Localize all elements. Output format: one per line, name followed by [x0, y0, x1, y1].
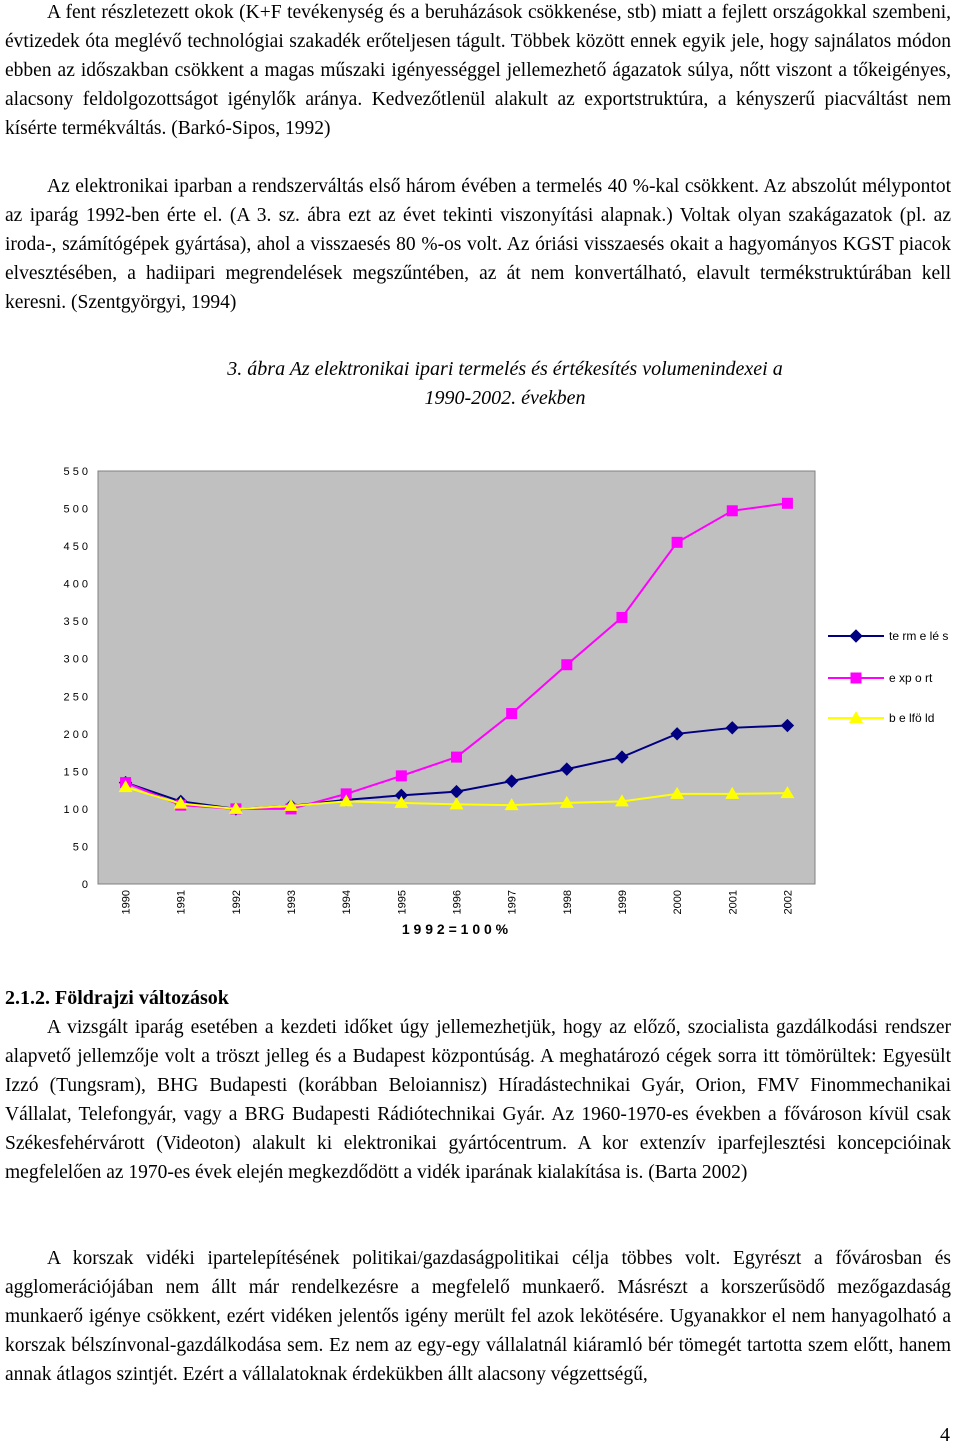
- data-point: [451, 752, 462, 763]
- data-point: [672, 537, 683, 548]
- x-tick-label: 1991: [175, 890, 188, 915]
- data-point: [396, 770, 407, 781]
- y-tick-label: 1 5 0: [63, 766, 88, 779]
- electronics-paragraph: [5, 172, 951, 317]
- data-point: [506, 708, 517, 719]
- legend-label: b e lfö ld: [889, 711, 935, 725]
- legend-label: te rm e lé s: [889, 629, 949, 643]
- policy-paragraph: [5, 1244, 951, 1389]
- x-tick-label: 1993: [286, 890, 299, 915]
- y-axis: [64, 466, 88, 891]
- geography-paragraph-text: A vizsgált iparág esetében a kezdeti időket úgy jellemezhetjük, hogy az előző, szocialista gazdálkodási rendszer alapvető jellemzője volt a tröszt jelleg és a Budapest központúság. A meghatározó cégek sorra itt tömörültek: Egyesült Izzó (Tungsram), BHG Budapesti (korábban Beloiannisz) Híradástechnikai Gyár, Orion, FMV Finommechanikai Vállalat, Telefongyár, vagy a BRG Budapesti Rádiótechnikai Gyár. Az 1960-1970-es években a fővároson kívül csak Székesfehérvárott (Videoton) alakult ki elektronikai gyártócentrum. A kor extenzív iparfejlesztési koncepcióinak megfelelően az 1970-es évek elején megkezdődött a vidék iparának kialakítása is. (Barta 2002): [5, 1017, 951, 1183]
- y-tick-label: 5 5 0: [63, 466, 88, 478]
- x-axis-label: 1 9 9 2 = 1 0 0 %: [401, 921, 509, 937]
- intro-paragraph: [5, 0, 951, 143]
- y-tick-label: 2 0 0: [63, 728, 88, 741]
- y-tick-label: 5 0 0: [63, 503, 88, 516]
- y-tick-label: 4 5 0: [63, 541, 88, 554]
- x-tick-label: 1994: [341, 890, 354, 915]
- x-tick-label: 2000: [672, 890, 685, 915]
- volume-index-chart: [0, 450, 960, 950]
- data-point: [851, 673, 862, 684]
- electronics-paragraph-text: Az elektronikai iparban a rendszerváltás első három évében a termelés 40 %-kal csökkent. Az abszolút mélypontot az iparág 1992-ben érte el. (A 3. sz. ábra ezt az évet tekinti viszonyítási alapnak.) Voltak olyan szakágazatok (pl. az iroda-, számítógépek gyártása), ahol a visszaesés 80 %-os volt. Az óriási visszaesés okait a hagyományos KGST piacok elvesztésében, a hadiipari megrendelések megszűntében, az át nem konvertálható, elavult termékstruktúrában kell keresni. (Szentgyörgyi, 1994): [5, 176, 951, 313]
- x-tick-label: 1996: [451, 890, 464, 915]
- x-tick-label: 1998: [561, 890, 574, 915]
- data-point: [782, 498, 793, 509]
- x-tick-label: 1997: [506, 890, 519, 915]
- x-tick-label: 1995: [396, 890, 409, 915]
- data-point: [561, 659, 572, 670]
- y-tick-label: 2 5 0: [63, 691, 88, 704]
- section-heading: 2.1.2. Földrajzi változások: [5, 987, 229, 1009]
- page-number: 4: [940, 1424, 950, 1446]
- x-tick-label: 1999: [616, 890, 629, 915]
- x-tick-label: 1990: [120, 890, 133, 915]
- y-tick-label: 4 0 0: [63, 578, 88, 591]
- policy-paragraph-text: A korszak vidéki ipartelepítésének politikai/gazdaságpolitikai célja többes volt. Egyrészt a fővárosban és agglomerációjában nem állt már rendelkezésre a megfelelő munkaerő. Másrészt a korszerűsödő mezőgazdaság munkaerő igénye csökkent, ezért vidéken jelentős igény merült fel azok lekötésére. Ugyanakkor el nem hanyagolható a korszak bélszínvonal-gazdálkodása sem. Ez nem az egy-egy vállalatnál kiáramló bér tömegét tartotta szem előtt, hanem annak átlagos szintjét. Ezért a vállalatoknak érdekükben állt alacsony végzettségű,: [5, 1248, 951, 1385]
- data-point: [727, 505, 738, 516]
- y-tick-label: 0: [81, 879, 88, 891]
- figure-caption-line2: 1990-2002. években: [424, 387, 586, 409]
- x-axis: [121, 890, 795, 914]
- y-tick-label: 5 0: [72, 841, 88, 854]
- chart-legend: [828, 629, 948, 725]
- data-point: [850, 630, 862, 642]
- plot-area: [98, 471, 815, 884]
- geography-paragraph: [5, 1013, 951, 1187]
- figure-caption-line1: 3. ábra Az elektronikai ipari termelés és értékesítés volumenindexei a: [227, 358, 783, 380]
- y-tick-label: 3 5 0: [63, 616, 88, 629]
- x-tick-label: 2001: [727, 890, 740, 915]
- y-tick-label: 3 0 0: [63, 653, 88, 666]
- x-tick-label: 1992: [230, 890, 243, 915]
- legend-label: e xp o rt: [889, 671, 933, 685]
- x-tick-label: 2002: [782, 890, 795, 915]
- y-tick-label: 1 0 0: [63, 803, 88, 816]
- intro-paragraph-text: A fent részletezett okok (K+F tevékenység és a beruházások csökkenése, stb) miatt a fejlett országokkal szembeni, évtizedek óta meglévő technológiai szakadék erőteljesen tágult. Többek között ennek egyik jele, hogy sajnálatos módon ebben az időszakban csökkent a magas műszaki igényességgel jellemezhető ágazatok súlya, nőtt viszont a tőkeigényes, alacsony feldolgozottságot igénylők aránya. Kedvezőtlenül alakult az exportstruktúra, a kényszerű piacváltást nem kísérte termékváltás. (Barkó-Sipos, 1992): [5, 2, 951, 139]
- data-point: [616, 612, 627, 623]
